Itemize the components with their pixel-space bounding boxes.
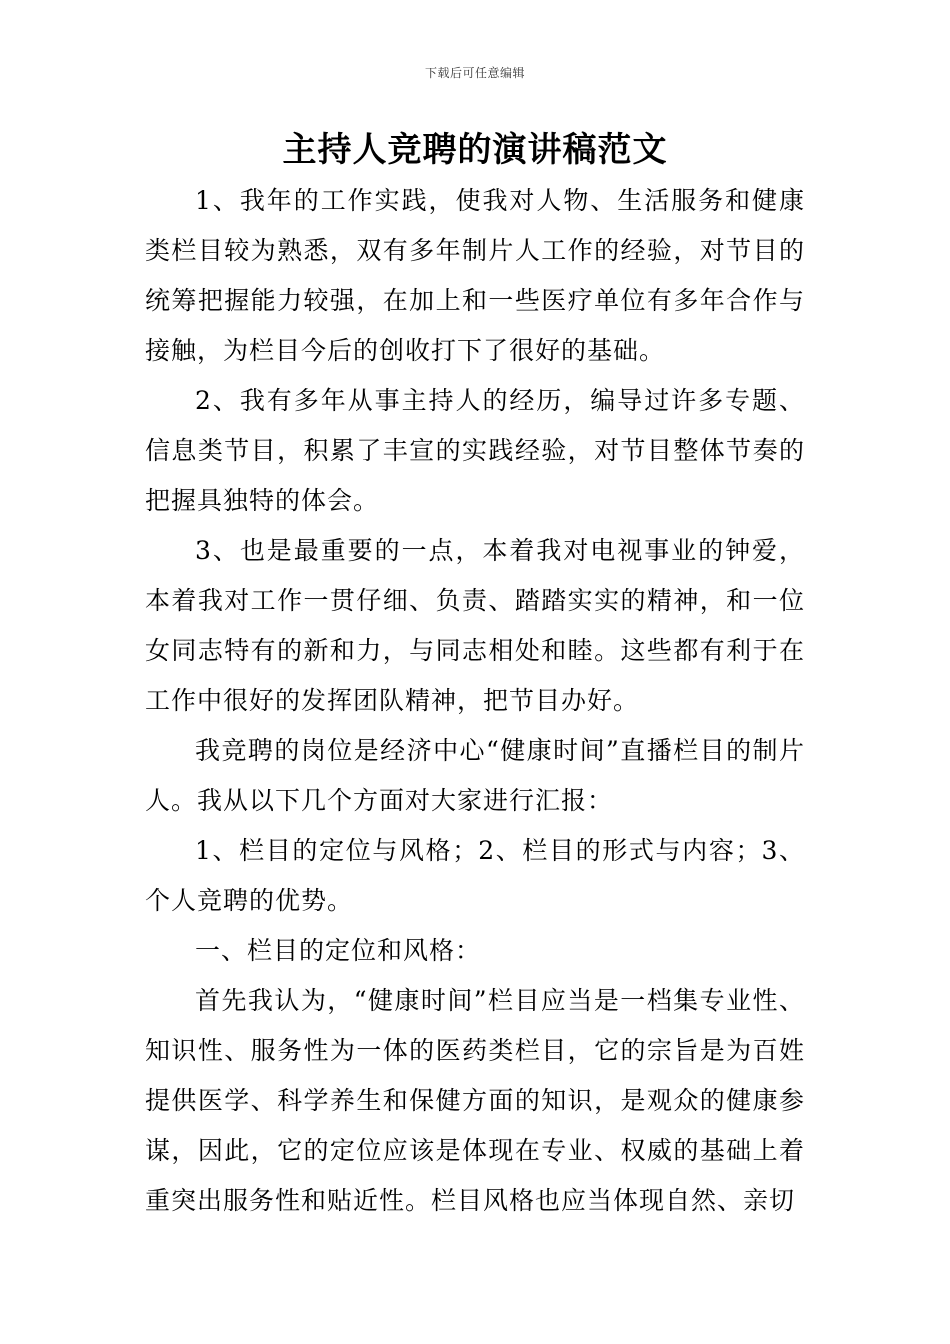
paragraph: 2、我有多年从事主持人的经历，编导过许多专题、信息类节目，积累了丰宣的实践经验，对节目整体节奏的把握具独特的体会。: [145, 386, 805, 515]
paragraph: 3、也是最重要的一点，本着我对电视事业的钟爱，本着我对工作一贯仔细、负责、踏踏实实的精神，和一位女同志特有的新和力，与同志相处和睦。这些都有利于在工作中很好的发挥团队精神，把节目办好。: [145, 536, 805, 715]
header-note: 下载后可任意编辑: [424, 66, 525, 80]
paragraph: 1、栏目的定位与风格；2、栏目的形式与内容；3、个人竞聘的优势。: [145, 836, 805, 915]
document-body: [145, 176, 805, 1226]
paragraph: 我竞聘的岗位是经济中心“健康时间”直播栏目的制片人。我从以下几个方面对大家进行汇报：: [145, 736, 805, 815]
paragraph: 首先我认为，“健康时间”栏目应当是一档集专业性、知识性、服务性为一体的医药类栏目，它的宗旨是为百姓提供医学、科学养生和保健方面的知识，是观众的健康参谋，因此，它的定位应该是体现在专业、权威的基础上着重突出服务性和贴近性。栏目风格也应当体现自然、亲切: [145, 986, 805, 1215]
paragraph: 1、我年的工作实践，使我对人物、生活服务和健康类栏目较为熟悉，双有多年制片人工作的经验，对节目的统筹把握能力较强，在加上和一些医疗单位有多年合作与接触，为栏目今后的创收打下了很好的基础。: [145, 186, 805, 365]
document-title: 主持人竞聘的演讲稿范文: [282, 130, 668, 170]
section-heading: 一、栏目的定位和风格：: [195, 936, 482, 965]
